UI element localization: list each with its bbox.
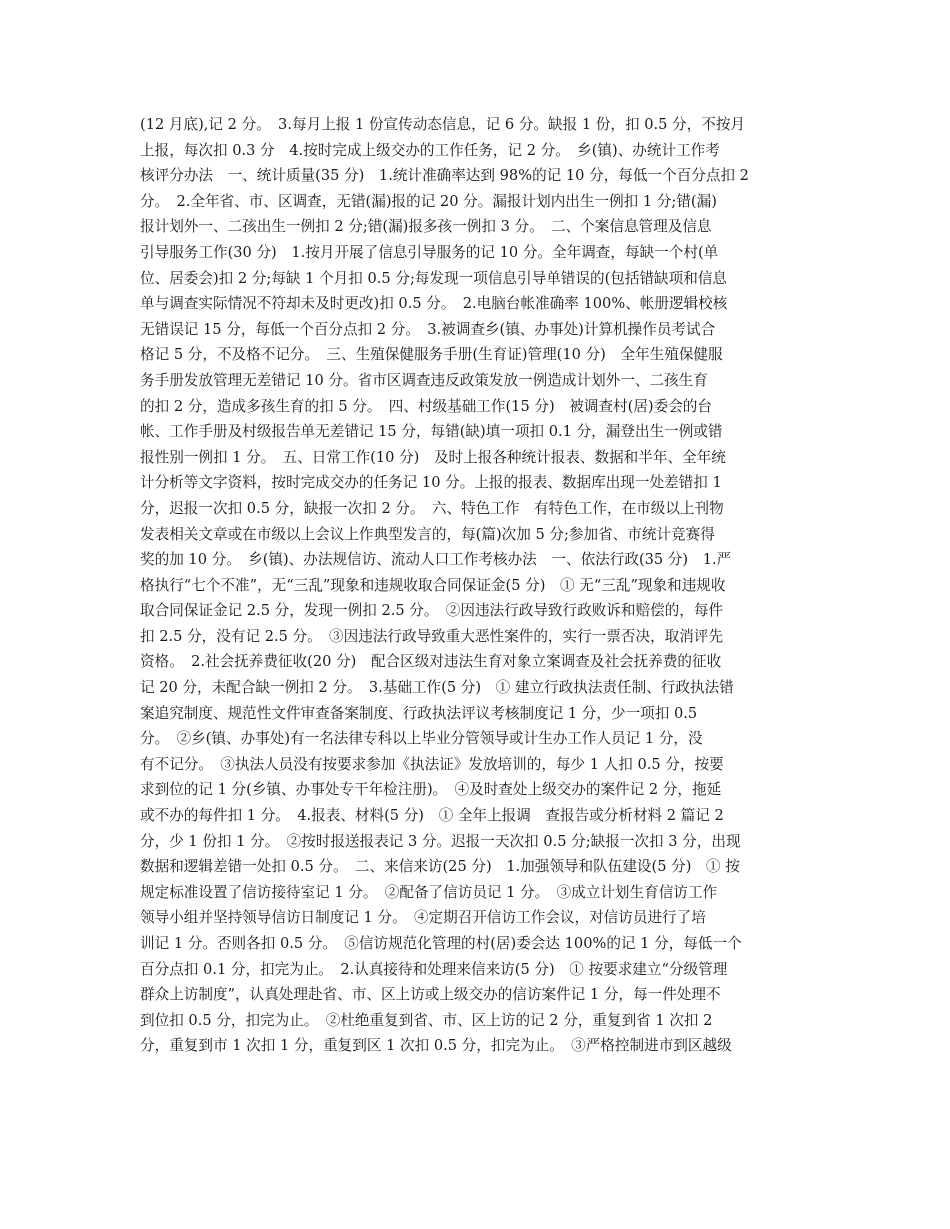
text-line: 分。 ②乡(镇、办事处)有一名法律专科以上毕业分管领导或计生办工作人员记 1 分，没 — [140, 730, 703, 748]
text-line: 分，重复到市 1 次扣 1 分，重复到区 1 次扣 0.5 分，扣完为止。 ③严格控制进市到区越级 — [140, 1037, 732, 1055]
text-line: 领导小组并坚持领导信访日制度记 1 分。 ④定期召开信访工作会议，对信访员进行了培 — [140, 909, 706, 927]
text-line: 案追究制度、规范性文件审查备案制度、行政执法评议考核制度记 1 分，少一项扣 0.5 — [140, 704, 698, 722]
text-line: 有不记分。 ③执法人员没有按要求参加《执法证》发放培训的，每少 1 人扣 0.5 分，按要 — [140, 755, 724, 773]
text-line: 奖的加 10 分。 乡(镇)、办法规信访、流动人口工作考核办法 一、依法行政(35 分) 1.严 — [140, 551, 732, 569]
text-line: 报计划外一、二孩出生一例扣 2 分;错(漏)报多孩一例扣 3 分。 二、个案信息管理及信息 — [140, 218, 712, 236]
text-line: 分，迟报一次扣 0.5 分，缺报一次扣 2 分。 六、特色工作 有特色工作，在市级以上刊物 — [140, 499, 724, 517]
text-line: 分。 2.全年省、市、区调查，无错(漏)报的记 20 分。漏报计划内出生一例扣 1 分;错(漏) — [140, 192, 717, 210]
text-line: 单与调查实际情况不符却未及时更改)扣 0.5 分。 2.电脑台帐准确率 100%、帐册逻辑校核 — [140, 295, 728, 313]
text-line: 的扣 2 分，造成多孩生育的扣 5 分。 四、村级基础工作(15 分) 被调查村(居)委会的台 — [140, 397, 712, 415]
text-line: 分，少 1 份扣 1 分。 ②按时报送报表记 3 分。迟报一天次扣 0.5 分;缺报一次扣 3 分，出现 — [140, 832, 741, 850]
text-line: 务手册发放管理无差错记 10 分。省市区调查违反政策发放一例造成计划外一、二孩生育 — [140, 371, 708, 389]
text-line: 到位扣 0.5 分，扣完为止。 ②杜绝重复到省、市、区上访的记 2 分，重复到省 1 次扣 2 — [140, 1011, 713, 1029]
document-body — [140, 112, 840, 1059]
text-line: 数据和逻辑差错一处扣 0.5 分。 二、来信来访(25 分) 1.加强领导和队伍建设(5 分) ① 按 — [140, 858, 740, 876]
text-line: 报性别一例扣 1 分。 五、日常工作(10 分) 及时上报各种统计报表、数据和半年、全年统 — [140, 448, 726, 466]
text-line: 百分点扣 0.1 分，扣完为止。 2.认真接待和处理来信来访(5 分) ① 按要求建立“分级管理 — [140, 960, 728, 978]
text-line: 规定标准设置了信访接待室记 1 分。 ②配备了信访员记 1 分。 ③成立计划生育信访工作 — [140, 883, 718, 901]
text-line: 上报，每次扣 0.3 分 4.按时完成上级交办的工作任务，记 2 分。 乡(镇)、办统计工作考 — [140, 141, 720, 159]
text-line: 计分析等文字资料，按时完成交办的任务记 10 分。上报的报表、数据库出现一处差错扣 1 — [140, 474, 722, 492]
text-line: 资格。 2.社会抚养费征收(20 分) 配合区级对违法生育对象立案调查及社会抚养费的征收 — [140, 653, 722, 671]
text-line: 群众上访制度”，认真处理赴省、市、区上访或上级交办的信访案件记 1 分，每一件处理不 — [140, 986, 721, 1004]
text-line: 格执行“七个不准”，无“三乱”现象和违规收取合同保证金(5 分) ① 无“三乱”现象和违规收 — [140, 576, 726, 594]
text-line: 求到位的记 1 分(乡镇、办事处专干年检注册)。 ④及时查处上级交办的案件记 2 分，拖延 — [140, 781, 722, 799]
text-line: 无错误记 15 分，每低一个百分点扣 2 分。 3.被调查乡(镇、办事处)计算机操作员考试合 — [140, 320, 716, 338]
text-line: 训记 1 分。否则各扣 0.5 分。 ⑤信访规范化管理的村(居)委会达 100%的记 1 分，每低一个 — [140, 935, 742, 952]
text-line: (12 月底),记 2 分。 3.每月上报 1 份宣传动态信息，记 6 分。缺报 1 份，扣 0.5 分，不按月 — [140, 116, 746, 133]
text-line: 扣 2.5 分，没有记 2.5 分。 ③因违法行政导致重大恶性案件的，实行一票否决，取消评先 — [140, 627, 724, 645]
text-line: 帐、工作手册及村级报告单无差错记 15 分，每错(缺)填一项扣 0.1 分，漏登出生一例或错 — [140, 423, 723, 441]
text-line: 记 20 分，未配合缺一例扣 2 分。 3.基础工作(5 分) ① 建立行政执法责任制、行政执法错 — [140, 679, 734, 697]
text-line: 位、居委会)扣 2 分;每缺 1 个月扣 0.5 分;每发现一项信息引导单错误的(包括错缺项和信息 — [140, 269, 728, 287]
text-line: 或不办的每件扣 1 分。 4.报表、材料(5 分) ① 全年上报调 查报告或分析材料 2 篇记 2 — [140, 807, 724, 825]
text-line: 核评分办法 一、统计质量(35 分) 1.统计准确率达到 98%的记 10 分，每低一个百分点扣 2 — [140, 167, 749, 185]
text-line: 引导服务工作(30 分) 1.按月开展了信息引导服务的记 10 分。全年调查，每缺一个村(单 — [140, 243, 719, 261]
text-line: 发表相关文章或在市级以上会议上作典型发言的，每(篇)次加 5 分;参加省、市统计竞赛得 — [140, 525, 715, 543]
text-line: 格记 5 分，不及格不记分。 三、生殖保健服务手册(生育证)管理(10 分) 全年生殖保健服 — [140, 346, 723, 364]
text-line: 取合同保证金记 2.5 分，发现一例扣 2.5 分。 ②因违法行政导致行政败诉和赔偿的，每件 — [140, 602, 724, 620]
